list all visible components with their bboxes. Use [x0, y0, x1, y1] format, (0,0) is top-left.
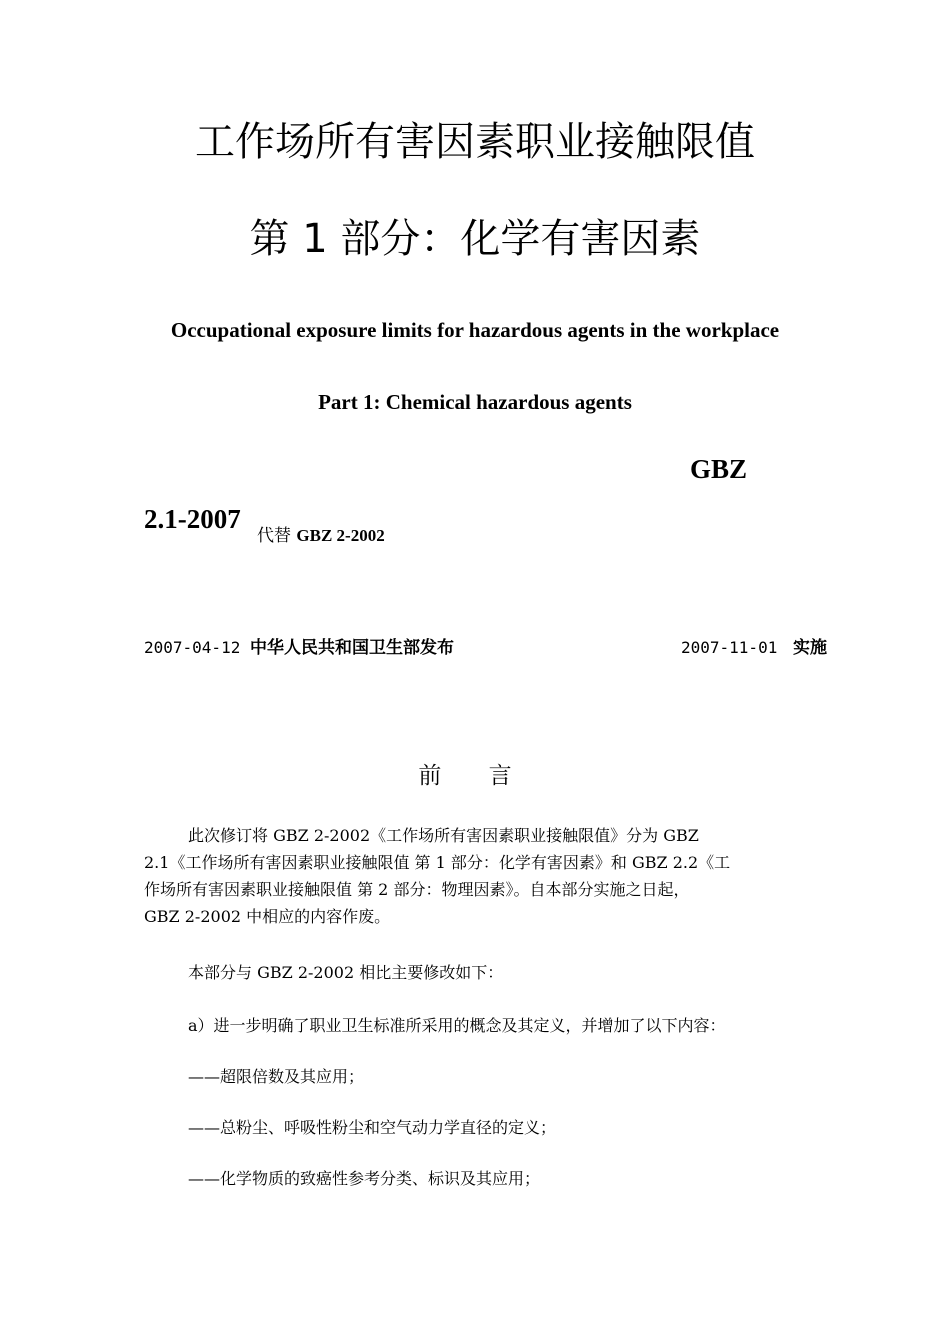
list-item: ——总粉尘、呼吸性粉尘和空气动力学直径的定义；: [188, 1118, 557, 1137]
standard-code-number: 2.1-2007: [144, 504, 241, 534]
effective-line: [681, 633, 827, 658]
foreword-paragraph-1-line-4: GBZ 2-2002 中相应的内容作废。: [144, 907, 391, 926]
effective-label: 实施: [792, 638, 827, 658]
issue-line: [144, 633, 454, 658]
standard-code-prefix: GBZ: [690, 454, 748, 484]
document-title-cn: 工作场所有害因素职业接触限值: [195, 119, 755, 165]
replaces-note: [257, 521, 385, 546]
foreword-paragraph-3: a）进一步明确了职业卫生标准所采用的概念及其定义，并增加了以下内容：: [188, 1016, 726, 1035]
issuer: 中华人民共和国卫生部发布: [249, 638, 454, 658]
foreword-heading: 前 言: [418, 763, 532, 789]
replaces-code: GBZ 2-2002: [296, 526, 385, 545]
foreword-paragraph-1-line-3: 作场所有害因素职业接触限值 第 2 部分：物理因素》。自本部分实施之日起，: [144, 880, 690, 899]
effective-date: 2007-11-01: [681, 638, 778, 657]
list-item: ——超限倍数及其应用；: [188, 1067, 365, 1086]
document-title-en: Occupational exposure limits for hazardous agents in the workplace: [170, 318, 780, 342]
document-subtitle-cn: 第 1 部分：化学有害因素: [249, 216, 701, 262]
foreword-paragraph-1-line-2: 2.1《工作场所有害因素职业接触限值 第 1 部分：化学有害因素》和 GBZ 2.2《工: [144, 853, 731, 872]
document-subtitle-en: Part 1: Chemical hazardous agents: [318, 390, 632, 414]
issue-date: 2007-04-12: [144, 638, 241, 657]
foreword-paragraph-2: 本部分与 GBZ 2-2002 相比主要修改如下：: [188, 963, 504, 982]
replaces-label: 代替: [257, 526, 291, 546]
foreword-paragraph-1-line-1: 此次修订将 GBZ 2-2002《工作场所有害因素职业接触限值》分为 GBZ: [188, 826, 699, 845]
list-item: ——化学物质的致癌性参考分类、标识及其应用；: [188, 1169, 541, 1188]
